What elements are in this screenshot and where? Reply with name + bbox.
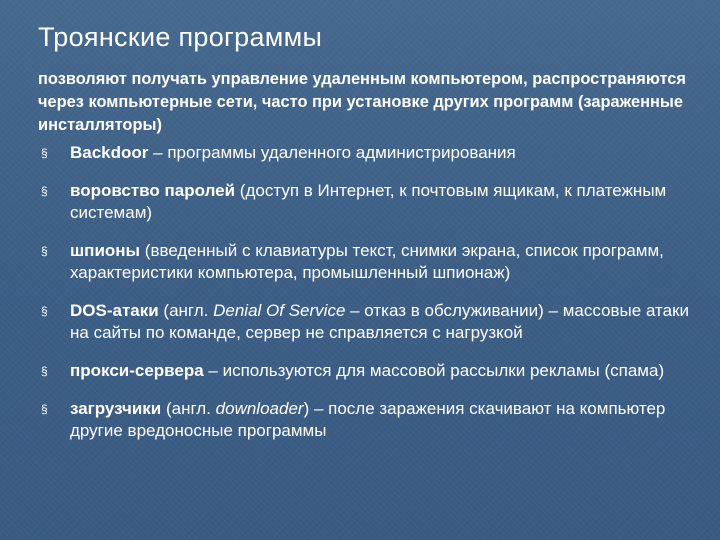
list-item [38,300,698,344]
item-pre: (англ. [158,301,214,320]
section-bullet-icon: § [41,244,48,258]
item-term: DOS-атаки [70,301,159,320]
section-bullet-icon: § [41,184,48,198]
section-bullet-icon: § [41,402,48,416]
list-item [38,240,698,284]
section-bullet-icon: § [41,146,48,160]
item-term: прокси-сервера [70,361,204,380]
item-text: (введенный с клавиатуры текст, снимки экрана, список программ, характеристики компьютера, промышленный шпионаж) [70,241,664,282]
item-term: загрузчики [70,399,162,418]
bullet-list [38,142,698,442]
list-item [38,360,698,382]
item-term: шпионы [70,241,141,260]
item-text: – отказ в обслуживании) – массовые атаки на сайты по команде, сервер не справляется с нагрузкой [70,301,690,342]
list-item [38,142,698,164]
item-text: (доступ в Интернет, к почтовым ящикам, к платежным системам) [70,181,667,222]
item-pre: (англ. [161,399,216,418]
slide-title: Троянские программы [38,22,323,52]
section-bullet-icon: § [41,304,48,318]
item-italic-term: Denial Of Service [213,301,346,320]
item-term: Backdoor [70,143,149,162]
list-item [38,180,698,224]
item-text: – используются для массовой рассылки рекламы (спама) [203,361,665,380]
item-italic-term: downloader [215,399,304,418]
intro-paragraph: позволяют получать управление удаленным компьютером, распространяются через компьютерные сети, часто при установке других программ (зараженные инсталляторы) [38,70,686,134]
list-item [38,398,698,442]
section-bullet-icon: § [41,364,48,378]
item-text: ) – после заражения скачивают на компьютер другие вредоносные программы [70,399,666,440]
item-term: воровство паролей [70,181,236,200]
item-text: – программы удаленного администрирования [148,143,516,162]
